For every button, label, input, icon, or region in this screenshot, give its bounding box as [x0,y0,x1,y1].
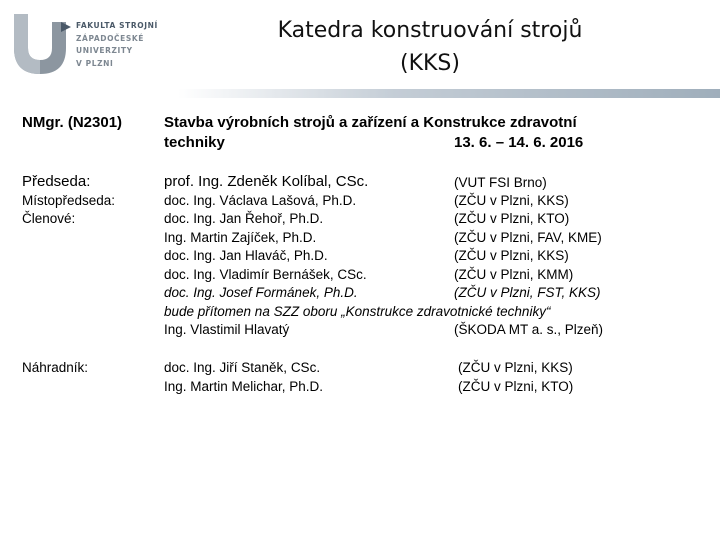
vice-chair-affiliation: (ZČU v Plzni, KKS) [454,193,569,208]
program-name-line-1: Stavba výrobních strojů a zařízení a Konstrukce zdravotní [164,114,577,131]
faculty-name [76,20,158,70]
role-vice-chair: Místopředseda: [22,193,116,208]
logo-line: UNIVERZITY [76,46,133,55]
chair-name: prof. Ing. Zdeněk Kolíbal, CSc. [164,173,369,190]
member-name: Ing. Vlastimil Hlavatý [164,322,290,337]
substitute-affiliation: (ZČU v Plzni, KKS) [458,360,573,375]
program-dates: 13. 6. – 14. 6. 2016 [454,134,584,151]
member-affiliation: (ZČU v Plzni, KMM) [454,267,574,282]
member-affiliation: (ZČU v Plzni, KTO) [454,211,570,226]
member-name: doc. Ing. Vladimír Bernášek, CSc. [164,267,367,282]
arrow-icon [60,21,72,33]
chair-affiliation: (VUT FSI Brno) [454,175,547,190]
logo-line: V PLZNI [76,58,114,68]
member-name: doc. Ing. Jan Hlaváč, Ph.D. [164,248,328,263]
role-chair: Předseda: [22,173,91,190]
member-name: Ing. Martin Zajíček, Ph.D. [164,230,317,245]
title-line-1: Katedra konstruování strojů [277,18,583,43]
faculty-logo [14,14,164,80]
header-divider [178,89,720,98]
member-affiliation: (ŠKODA MT a. s., Plzeň) [454,322,604,337]
member-affiliation: (ZČU v Plzni, FAV, KME) [454,230,602,245]
member-name: doc. Ing. Jan Řehoř, Ph.D. [164,211,324,226]
substitute-affiliation: (ZČU v Plzni, KTO) [458,379,574,394]
role-members: Členové: [22,211,76,226]
program-name-line-2: techniky [164,134,225,151]
logo-line: FAKULTA STROJNÍ [76,21,158,30]
member-affiliation: (ZČU v Plzni, KKS) [454,248,569,263]
program-code: NMgr. (N2301) [22,114,123,131]
member-affiliation: (ZČU v Plzni, FST, KKS) [454,285,601,300]
vice-chair-name: doc. Ing. Václava Lašová, Ph.D. [164,193,357,208]
substitute-name: doc. Ing. Jiří Staněk, CSc. [164,360,321,375]
substitute-name: Ing. Martin Melichar, Ph.D. [164,379,324,394]
logo-line: ZÁPADOČESKÉ [76,33,145,43]
member-name: doc. Ing. Josef Formánek, Ph.D. [164,285,358,300]
title-line-2: (KKS) [400,51,460,76]
role-substitute: Náhradník: [22,360,89,375]
attendance-note: bude přítomen na SZZ oboru „Konstrukce zdravotnické techniky“ [164,304,551,319]
page-title [250,14,610,80]
